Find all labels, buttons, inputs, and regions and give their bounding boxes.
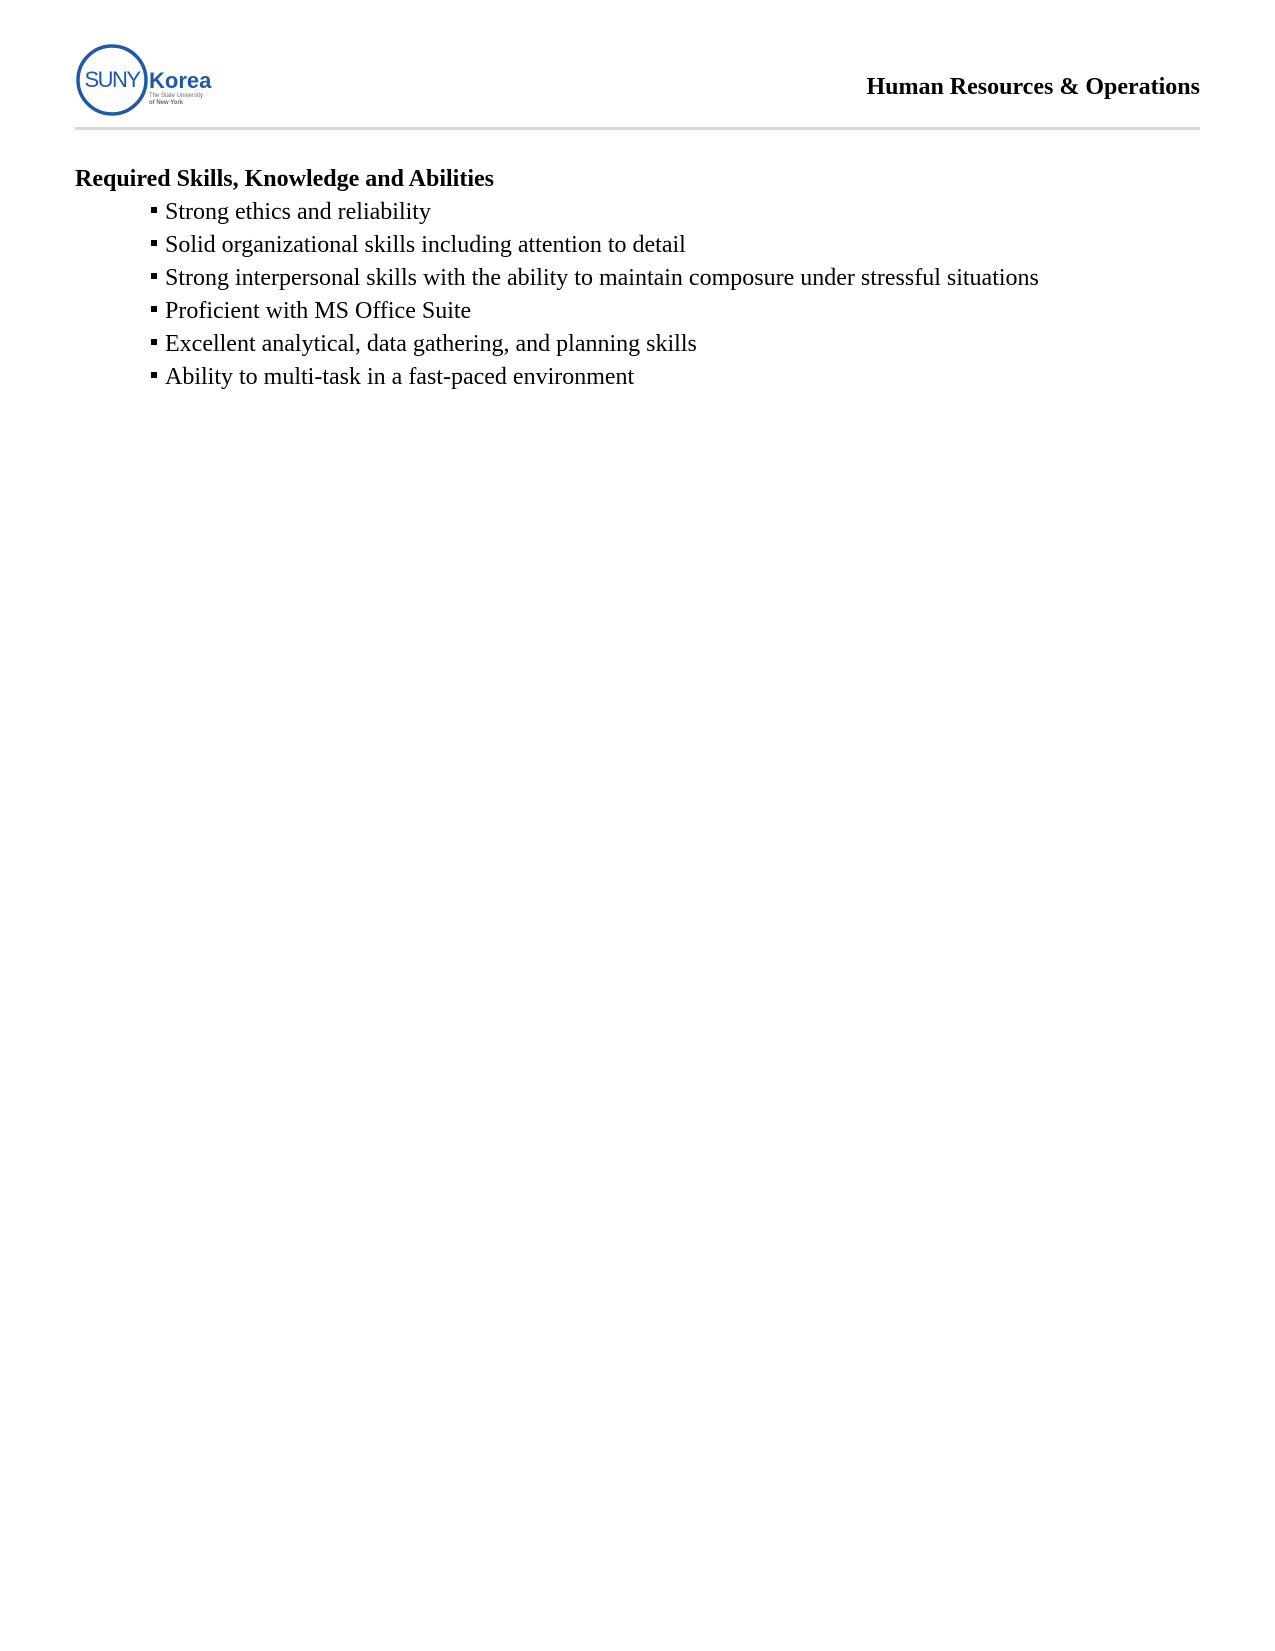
page-header	[75, 43, 1200, 129]
header-divider	[75, 127, 1200, 130]
square-bullet-icon	[151, 240, 157, 246]
list-item	[151, 262, 1200, 295]
list-item-text: Proficient with MS Office Suite	[165, 298, 472, 324]
square-bullet-icon	[151, 306, 157, 312]
list-item-text: Solid organizational skills including attention to detail	[165, 232, 686, 258]
suny-korea-logo	[75, 43, 215, 117]
list-item-text: Strong interpersonal skills with the ability to maintain composure under stressful situations	[165, 265, 1039, 291]
square-bullet-icon	[151, 339, 157, 345]
logo-tagline-line1: The State University	[149, 93, 204, 99]
skills-list	[75, 196, 1200, 394]
list-item-text: Excellent analytical, data gathering, and planning skills	[165, 331, 697, 357]
list-item	[151, 295, 1200, 328]
header-title: Human Resources & Operations	[866, 74, 1200, 100]
list-item	[151, 229, 1200, 262]
logo-tagline-line2: of New York	[149, 100, 184, 106]
list-item-text: Strong ethics and reliability	[165, 199, 431, 225]
list-item	[151, 361, 1200, 394]
logo-korea-text: Korea	[149, 68, 212, 93]
square-bullet-icon	[151, 372, 157, 378]
square-bullet-icon	[151, 273, 157, 279]
section-heading: Required Skills, Knowledge and Abilities	[75, 166, 494, 192]
square-bullet-icon	[151, 207, 157, 213]
list-item-text: Ability to multi-task in a fast-paced environment	[165, 364, 635, 390]
required-skills-section	[75, 163, 1200, 394]
list-item	[151, 196, 1200, 229]
logo-suny-text: SUNY	[84, 67, 140, 92]
list-item	[151, 328, 1200, 361]
